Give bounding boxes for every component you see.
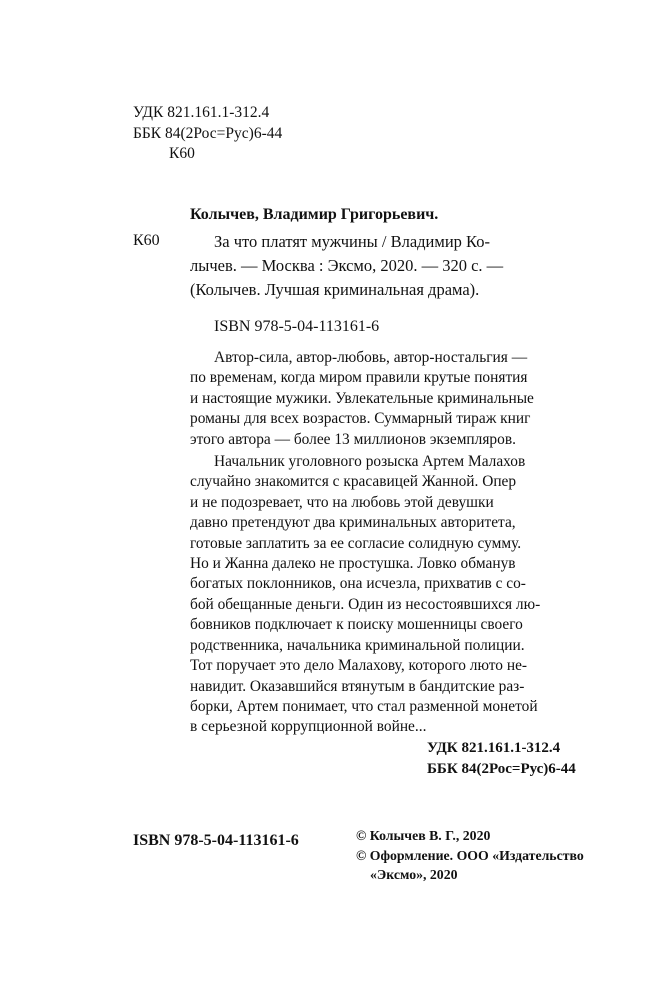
annotation-line: романы для всех возрастов. Суммарный тираж книг [190, 410, 531, 428]
copyright-author: © Колычев В. Г., 2020 [356, 828, 491, 843]
annotation [190, 348, 590, 738]
isbn-bottom: ISBN 978-5-04-113161-6 [133, 832, 299, 849]
annotation-line: по временам, когда миром правили крутые понятия [190, 369, 528, 387]
record-isbn: ISBN 978-5-04-113161-6 [214, 318, 380, 335]
annotation-line: Но и Жанна далеко не простушка. Ловко обманув [190, 555, 516, 573]
author-heading: Колычев, Владимир Григорьевич. [190, 206, 439, 223]
annotation-line: навидит. Оказавшийся втянутым в бандитские раз- [190, 677, 525, 695]
annotation-line: Автор-сила, автор-любовь, автор-ностальгия — [214, 349, 528, 366]
bottom-classification-codes [427, 738, 576, 780]
annotation-line: бой обещанные деньги. Один из несостоявшихся лю- [190, 595, 541, 613]
copyright-block [356, 826, 584, 885]
description-line: (Колычев. Лучшая криминальная драма). [190, 280, 480, 299]
annotation-line: готовые заплатить за ее согласие солидную сумму. [190, 534, 522, 552]
annotation-line: и настоящие мужики. Увлекательные криминальные [190, 389, 534, 407]
annotation-line: богатых поклонников, она исчезла, прихватив с со- [190, 575, 526, 593]
bbk-code-bottom: ББК 84(2Рос=Рус)6-44 [427, 761, 576, 777]
annotation-line: этого автора — более 13 миллионов экземпляров. [190, 430, 516, 448]
bbk-code: ББК 84(2Рос=Рус)6-44 [133, 124, 283, 142]
description-line: лычев. — Москва : Эксмо, 2020. — 320 с. — [190, 256, 504, 275]
annotation-line: случайно знакомится с красавицей Жанной. Опер [190, 473, 517, 491]
annotation-line: Тот поручает это дело Малахову, которого люто не- [190, 657, 528, 675]
annotation-line: родственника, начальника криминальной полиции. [190, 636, 525, 654]
classification-codes [133, 103, 282, 165]
copyright-design-continued: «Эксмо», 2020 [370, 867, 458, 882]
annotation-line: борки, Артем понимает, что стал разменной монетой [190, 697, 538, 715]
annotation-line: в серьезной коррупционной войне... [190, 718, 427, 736]
author-mark: К60 [169, 145, 195, 162]
annotation-line: и не подозревает, что на любовь этой девушки [190, 493, 494, 511]
copyright-design: © Оформление. ООО «Издательство [356, 847, 584, 863]
annotation-line: Начальник уголовного розыска Артем Малахов [214, 453, 526, 471]
description-line: За что платят мужчины / Владимир Ко- [214, 232, 490, 251]
udk-code-bottom: УДК 821.161.1-312.4 [427, 740, 561, 756]
bibliographic-description [190, 230, 600, 302]
record-author-mark: К60 [133, 232, 160, 249]
annotation-line: давно претендуют два криминальных авторитета, [190, 514, 516, 532]
udk-code: УДК 821.161.1-312.4 [133, 104, 270, 121]
annotation-line: бовников подключает к поиску мошенницы своего [190, 616, 523, 634]
